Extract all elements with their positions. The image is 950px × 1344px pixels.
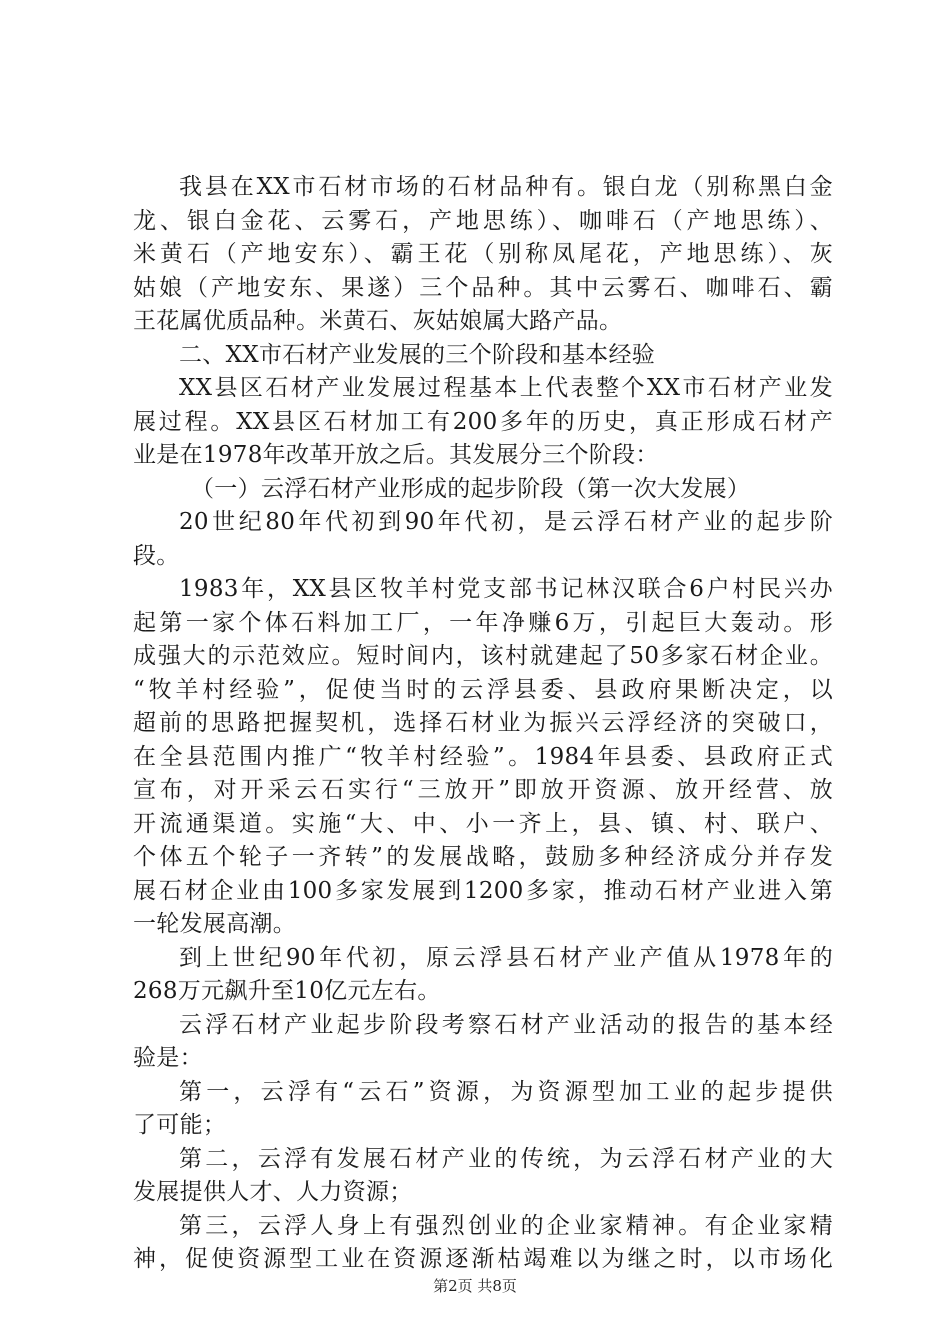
- text-line: 业是在1978年改革开放之后。其发展分三个阶段：: [133, 442, 659, 468]
- text-line: 米黄石（产地安东）、霸王花（别称凤尾花，产地思练）、灰: [133, 241, 833, 267]
- text-line: “牧羊村经验”，促使当时的云浮县委、县政府果断决定，以: [133, 676, 833, 703]
- text-line: 第三，云浮人身上有强烈创业的企业家精神。有企业家精: [179, 1212, 833, 1239]
- section-heading: 二、XX市石材产业发展的三个阶段和基本经验: [179, 341, 656, 368]
- text-line: 了可能；: [133, 1112, 227, 1138]
- text-line: 起第一家个体石料加工厂，一年净赚6万，引起巨大轰动。形: [133, 609, 833, 636]
- text-line: 神，促使资源型工业在资源逐渐枯竭难以为继之时，以市场化: [133, 1246, 833, 1272]
- text-line: 发展提供人才、人力资源；: [133, 1179, 413, 1205]
- text-line: 展过程。XX县区石材加工有200多年的历史，真正形成石材产: [133, 408, 833, 435]
- text-line: 到上世纪90年代初，原云浮县石材产业产值从1978年的: [179, 944, 833, 971]
- text-line: 我县在XX市石材市场的石材品种有。银白龙（别称黑白金: [179, 174, 833, 200]
- text-line: 龙、银白金花、云雾石，产地思练）、咖啡石（产地思练）、: [133, 207, 833, 234]
- text-line: 王花属优质品种。米黄石、灰姑娘属大路产品。: [133, 308, 623, 334]
- text-line: 第二，云浮有发展石材产业的传统，为云浮石材产业的大: [179, 1145, 833, 1172]
- text-line: 268万元飙升至10亿元左右。: [133, 978, 441, 1004]
- text-line: 一轮发展高潮。: [133, 911, 297, 937]
- text-line: 宣布，对开采云石实行“三放开”即放开资源、放开经营、放: [133, 777, 833, 803]
- subsection-heading: （一）云浮石材产业形成的起步阶段（第一次大发展）: [191, 475, 751, 502]
- text-line: 个体五个轮子一齐转”的发展战略，鼓励多种经济成分并存发: [133, 844, 833, 870]
- text-line: 云浮石材产业起步阶段考察石材产业活动的报告的基本经: [179, 1011, 833, 1038]
- text-line: 在全县范围内推广“牧羊村经验”。1984年县委、县政府正式: [133, 743, 833, 770]
- text-line: 1983年，XX县区牧羊村党支部书记林汉联合6户村民兴办: [179, 576, 833, 602]
- text-line: 段。: [133, 542, 180, 569]
- page-number: 第2页 共8页: [433, 1277, 517, 1295]
- text-line: 姑娘（产地安东、果遂）三个品种。其中云雾石、咖啡石、霸: [133, 274, 833, 301]
- text-line: 第一，云浮有“云石”资源，为资源型加工业的起步提供: [179, 1078, 833, 1105]
- text-line: 验是：: [133, 1045, 203, 1071]
- document-body: [133, 171, 833, 1277]
- text-line: 开流通渠道。实施“大、中、小一齐上，县、镇、村、联户、: [133, 810, 833, 837]
- text-line: 超前的思路把握契机，选择石材业为振兴云浮经济的突破口，: [133, 710, 833, 736]
- text-line: 展石材企业由100多家发展到1200多家，推动石材产业进入第: [133, 877, 833, 904]
- text-line: XX县区石材产业发展过程基本上代表整个XX市石材产业发: [179, 375, 833, 401]
- text-line: 20世纪80年代初到90年代初，是云浮石材产业的起步阶: [179, 509, 833, 535]
- text-line: 成强大的示范效应。短时间内，该村就建起了50多家石材企业。: [133, 643, 833, 669]
